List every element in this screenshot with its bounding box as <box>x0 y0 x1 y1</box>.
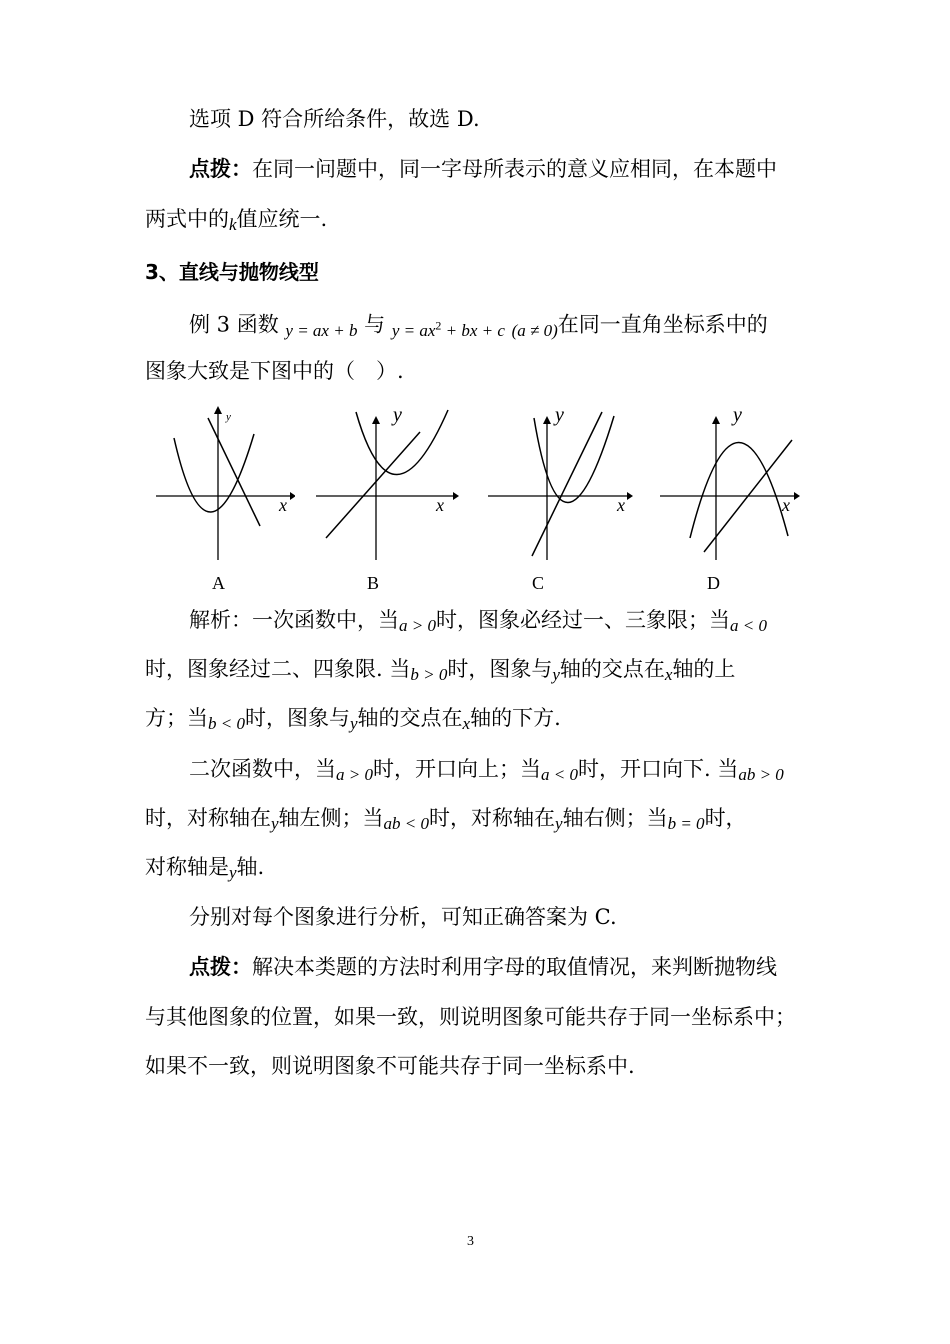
graph-a <box>150 398 295 568</box>
text: 二次函数中，当 <box>189 757 336 781</box>
x-axis-label: x <box>782 495 790 515</box>
analysis-line-5 <box>145 803 747 835</box>
text: 方；当 <box>145 706 208 730</box>
tip-label: 点拨： <box>189 955 252 979</box>
tip2-line-1 <box>189 952 777 982</box>
text: 时，图象经过二、四象限. 当 <box>145 657 411 681</box>
formula-exponent: 2 <box>435 318 442 332</box>
tip-label: 点拨： <box>189 157 252 181</box>
text: 时，对称轴在 <box>429 806 556 830</box>
text: 轴右侧；当 <box>562 806 668 830</box>
tip2-line-2: 与其他图象的位置，如果一致，则说明图象可能共存于同一坐标系中； <box>145 1005 796 1029</box>
conclusion-line: 分别对每个图象进行分析，可知正确答案为 C. <box>189 905 617 929</box>
math: y <box>555 814 563 833</box>
text: 对称轴是 <box>145 855 229 879</box>
math: a < 0 <box>729 616 767 635</box>
parabola <box>174 434 254 512</box>
text: 值应统一. <box>236 207 328 231</box>
text: 解析：一次函数中，当 <box>189 608 399 632</box>
tip-text: 解决本类题的方法时利用字母的取值情况，来判断抛物线 <box>252 955 777 979</box>
line <box>532 412 602 556</box>
text: 时，图象与 <box>244 706 350 730</box>
analysis-line-4 <box>189 754 784 786</box>
text: 轴的交点在 <box>559 657 665 681</box>
y-axis-label: y <box>226 411 231 423</box>
analysis-line-2 <box>145 654 735 686</box>
graph-c <box>484 398 634 568</box>
formula-quadratic <box>391 318 505 340</box>
parabola <box>534 416 614 503</box>
text: 时，图象与 <box>447 657 553 681</box>
math: a > 0 <box>336 765 373 784</box>
text: 轴的交点在 <box>357 706 463 730</box>
tip-line-2 <box>145 204 327 236</box>
formula-part: + bx + c <box>441 320 505 340</box>
section-heading: 3、直线与抛物线型 <box>145 260 319 284</box>
graph-b <box>310 398 460 568</box>
parabola <box>356 410 448 475</box>
text: 时， <box>704 806 747 830</box>
analysis-line-3 <box>145 703 561 735</box>
text: 时，开口向上；当 <box>372 757 541 781</box>
math: x <box>664 665 673 684</box>
tip2-line-3: 如果不一致，则说明图象不可能共存于同一坐标系中. <box>145 1054 635 1078</box>
text: 轴的下方. <box>470 706 561 730</box>
analysis-line-6 <box>145 852 264 884</box>
graph-d <box>656 398 806 568</box>
y-axis-label: y <box>555 404 564 426</box>
text: 两式中的 <box>145 207 229 231</box>
math: y <box>271 814 279 833</box>
formula-condition: (a ≠ 0) <box>511 320 558 340</box>
tip-line-1 <box>189 154 777 184</box>
math: a < 0 <box>540 765 578 784</box>
example-line-1 <box>189 306 768 342</box>
page-number: 3 <box>467 1234 474 1249</box>
text: 在同一直角坐标系中的 <box>557 312 768 337</box>
math: ab > 0 <box>738 765 784 784</box>
text: 时，图象必经过一、三象限；当 <box>435 608 730 632</box>
math: y <box>552 665 560 684</box>
text: 例 3 函数 <box>189 312 279 337</box>
graph-label-b: B <box>367 573 380 593</box>
y-axis-label: y <box>393 404 402 426</box>
line <box>326 432 420 538</box>
math: y <box>349 714 358 733</box>
parabola <box>690 442 788 538</box>
math: x <box>462 714 471 733</box>
tip-text: 在同一问题中，同一字母所表示的意义应相同，在本题中 <box>252 157 777 181</box>
graph-label-d: D <box>707 573 720 593</box>
x-axis-label: x <box>279 495 287 515</box>
line <box>208 418 260 526</box>
math: a > 0 <box>399 616 436 635</box>
text: 轴的上 <box>672 657 736 681</box>
text: 与 <box>364 312 386 337</box>
math: b > 0 <box>410 665 448 684</box>
formula-part: y = ax <box>391 320 436 340</box>
graph-label-c: C <box>532 573 545 593</box>
x-axis-label: x <box>617 495 625 515</box>
answer-line: 选项 D 符合所给条件，故选 D. <box>189 107 480 131</box>
graph-label-a: A <box>212 573 225 593</box>
formula-linear: y = ax + b <box>285 320 358 340</box>
text: 时，对称轴在 <box>145 806 271 830</box>
math: b = 0 <box>667 814 705 833</box>
text: 轴. <box>236 855 265 879</box>
math: ab < 0 <box>383 814 430 833</box>
y-axis-label: y <box>733 404 742 426</box>
example-line-2: 图象大致是下图中的（ ）. <box>145 359 404 383</box>
text: 轴左侧；当 <box>278 806 384 830</box>
x-axis-label: x <box>436 495 444 515</box>
text: 时，开口向下. 当 <box>577 757 739 781</box>
math: y <box>229 863 237 882</box>
math-k: k <box>229 215 237 234</box>
math: b < 0 <box>208 714 245 733</box>
analysis-line-1 <box>189 605 767 637</box>
